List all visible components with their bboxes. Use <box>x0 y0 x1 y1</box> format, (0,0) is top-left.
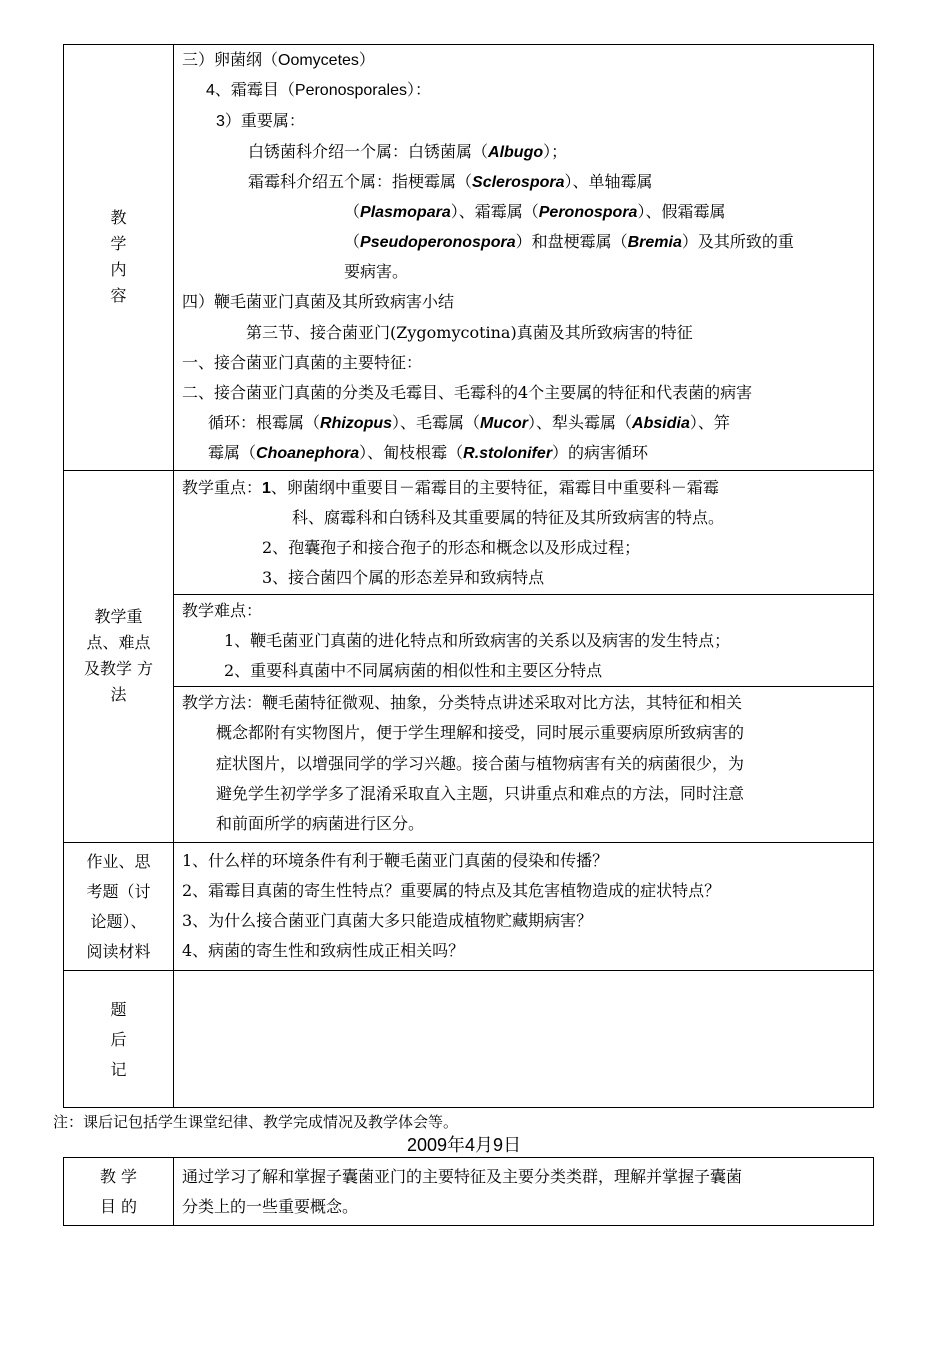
content-line: 白锈菌科介绍一个属：白锈菌属（Albugo）； <box>248 142 568 161</box>
difficulty-line: 2、重要科真菌中不同属病菌的相似性和主要区分特点 <box>224 661 603 680</box>
objective-line: 分类上的一些重要概念。 <box>182 1197 359 1216</box>
focus-line: 教学重点：1、卵菌纲中重要目－霜霉目的主要特征，霜霉目中重要科－霜霉 <box>182 478 719 497</box>
homework-line: 4、病菌的寄生性和致病性成正相关吗？ <box>182 941 465 960</box>
homework-line: 2、霜霉目真菌的寄生性特点？重要属的特点及其危害植物造成的症状特点？ <box>182 881 721 900</box>
postscript-cell <box>174 971 873 1108</box>
content-line: 3）重要属： <box>216 113 305 130</box>
difficulty-line: 教学难点： <box>182 601 263 620</box>
content-line: 第三节、接合菌亚门(Zygomycotina)真菌及其所致病害的特征 <box>246 323 693 342</box>
content-line: 三）卵菌纲（Oomycetes） <box>182 52 375 69</box>
footnote: 注：课后记包括学生课堂纪律、教学完成情况及教学体会等。 <box>53 1113 459 1131</box>
row-divider <box>63 842 874 843</box>
column-divider <box>173 44 174 1108</box>
focus-label: 教学重 点、难点 及教学 方 法 <box>83 607 154 704</box>
method-line: 概念都附有实物图片，便于学生理解和接受，同时展示重要病原所致病害的 <box>216 723 745 742</box>
content-line: 循环：根霉属（Rhizopus）、毛霉属（Mucor）、犁头霉属（Absidia）、笄 <box>208 413 730 432</box>
row-divider <box>63 470 874 471</box>
content-line: 二、接合菌亚门真菌的分类及毛霉目、毛霉科的4个主要属的特征和代表菌的病害 <box>182 383 753 402</box>
homework-label: 作业、思 考题（讨 论题）、 阅读材料 <box>86 851 151 961</box>
column-divider <box>173 1157 174 1226</box>
row-divider <box>173 594 874 595</box>
objective-line: 通过学习了解和掌握子囊菌亚门的主要特征及主要分类类群，理解并掌握子囊菌 <box>182 1167 743 1186</box>
objective-label: 教 学 目 的 <box>99 1166 138 1216</box>
difficulty-line: 1、鞭毛菌亚门真菌的进化特点和所致病害的关系以及病害的发生特点； <box>224 631 731 650</box>
content-line: 一、接合菌亚门真菌的主要特征： <box>182 353 423 372</box>
content-line: 四）鞭毛菌亚门真菌及其所致病害小结 <box>182 292 455 311</box>
content-line: 4、霜霉目（Peronosporales）： <box>206 82 431 99</box>
focus-line: 2、孢囊孢子和接合孢子的形态和概念以及形成过程； <box>262 538 641 557</box>
focus-line: 3、接合菌四个属的形态差异和致病特点 <box>262 568 545 587</box>
content-label: 教 学 内 容 <box>110 208 127 305</box>
method-line: 避免学生初学学多了混淆采取直入主题，只讲重点和难点的方法，同时注意 <box>216 784 745 803</box>
date: 2009年4月9日 <box>407 1135 522 1155</box>
focus-line: 科、腐霉科和白锈科及其重要属的特征及其所致病害的特点。 <box>292 508 725 527</box>
method-line: 症状图片，以增强同学的学习兴趣。接合菌与植物病害有关的病菌很少，为 <box>216 754 745 773</box>
content-line: （Pseudoperonospora）和盘梗霉属（Bremia）及其所致的重 <box>344 232 794 251</box>
homework-line: 3、为什么接合菌亚门真菌大多只能造成植物贮藏期病害？ <box>182 911 593 930</box>
method-line: 和前面所学的病菌进行区分。 <box>216 814 425 833</box>
content-line: 霜霉科介绍五个属：指梗霉属（Sclerospora）、单轴霉属 <box>248 172 653 191</box>
postscript-label: 题 后 记 <box>110 999 127 1079</box>
content-line: 要病害。 <box>344 262 409 281</box>
content-line: （Plasmopara）、霜霉属（Peronospora）、假霜霉属 <box>344 202 726 221</box>
row-divider <box>173 686 874 687</box>
homework-line: 1、什么样的环境条件有利于鞭毛菌亚门真菌的侵染和传播？ <box>182 851 609 870</box>
content-line: 霉属（Choanephora）、匍枝根霉（R.stolonifer）的病害循环 <box>208 443 649 462</box>
method-line: 教学方法：鞭毛菌特征微观、抽象，分类特点讲述采取对比方法，其特征和相关 <box>182 693 743 712</box>
